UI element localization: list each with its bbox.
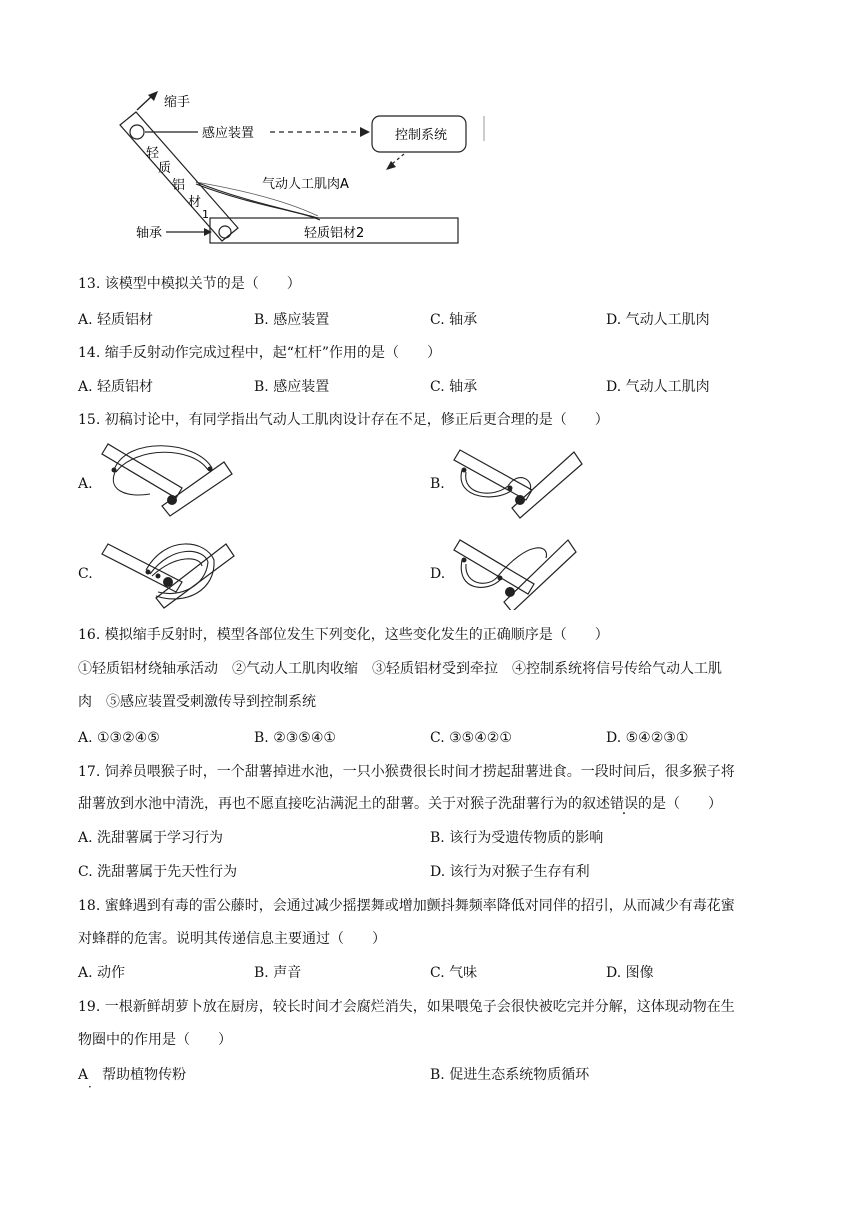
- q13-option-b[interactable]: B. 感应装置: [254, 312, 330, 328]
- withdraw-label: 缩手: [164, 95, 191, 110]
- bar1-char-1: 轻: [146, 146, 160, 161]
- q13-option-c[interactable]: C. 轴承: [430, 312, 478, 328]
- q17-stem-part1: 甜薯放到水池中清洗，再也不愿直接吃沾满泥土的甜薯。关于对猴子洗甜薯行为的叙述: [78, 796, 610, 812]
- q16-option-b[interactable]: B. ②③⑤④①: [254, 730, 336, 746]
- q17-option-d[interactable]: D. 该行为对猴子生存有利: [430, 864, 590, 880]
- q17-stem: 17. 饲养员喂猴子时，一个甜薯掉进水池，一只小猴费很长时间才捞起甜薯进食。一段时间后，很多猴子将: [78, 764, 735, 780]
- q15-option-d[interactable]: D.: [430, 566, 446, 582]
- q14-option-c[interactable]: C. 轴承: [430, 379, 478, 395]
- q13-option-d[interactable]: D. 气动人工肌肉: [606, 312, 710, 328]
- bar1-char-2: 质: [158, 161, 172, 176]
- q15-figure-c: [96, 530, 236, 610]
- bar1-char-5: 1: [202, 208, 209, 221]
- q17-option-a[interactable]: A. 洗甜薯属于学习行为: [78, 830, 224, 846]
- q18-stem-line2: 对蜂群的危害。说明其传递信息主要通过（ ）: [78, 931, 386, 947]
- dashed-arrow-icon: [360, 127, 370, 137]
- control-label: 控制系统: [395, 128, 448, 143]
- q13-stem: 13. 该模型中模拟关节的是（ ）: [78, 276, 301, 292]
- q14-option-a[interactable]: A. 轻质铝材: [78, 379, 154, 395]
- q19-emphasis-dot: ·: [88, 1080, 92, 1094]
- muscle-label: 气动人工肌肉A: [262, 177, 349, 192]
- q16-stem-line2: ①轻质铝材绕轴承活动 ②气动人工肌肉收缩 ③轻质铝材受到牵拉 ④控制系统将信号传给气动人工肌: [78, 661, 722, 677]
- sensor-label: 感应装置: [202, 126, 255, 141]
- q15-stem: 15. 初稿讨论中，有同学指出气动人工肌肉设计存在不足，修正后更合理的是（ ）: [78, 412, 609, 428]
- bar2-label: 轻质铝材2: [304, 226, 365, 241]
- q15-option-b[interactable]: B.: [430, 476, 445, 492]
- q18-stem: 18. 蜜蜂遇到有毒的雷公藤时，会通过减少摇摆舞或增加颤抖舞频率降低对同伴的招引，从而减少有毒花蜜: [78, 898, 735, 914]
- sensor-dot: [130, 125, 144, 139]
- bar1-char-3: 铝: [172, 178, 186, 193]
- q16-option-d[interactable]: D. ⑤④②③①: [606, 730, 689, 746]
- q14-stem: 14. 缩手反射动作完成过程中，起“杠杆”作用的是（ ）: [78, 345, 442, 361]
- q14-option-d[interactable]: D. 气动人工肌肉: [606, 379, 710, 395]
- q19-stem-line2: 物圈中的作用是（ ）: [78, 1032, 232, 1048]
- q14-option-b[interactable]: B. 感应装置: [254, 379, 330, 395]
- q17-option-b[interactable]: B. 该行为受遗传物质的影响: [430, 830, 604, 846]
- q15-option-c[interactable]: C.: [78, 566, 93, 582]
- q18-option-c[interactable]: C. 气味: [430, 965, 478, 981]
- q18-option-b[interactable]: B. 声音: [254, 965, 302, 981]
- q17-option-c[interactable]: C. 洗甜薯属于先天性行为: [78, 864, 238, 880]
- q19-stem: 19. 一根新鲜胡萝卜放在厨房，较长时间才会腐烂消失，如果喂兔子会很快被吃完并分解，这体现动物在生: [78, 999, 735, 1015]
- q15-option-a[interactable]: A.: [78, 476, 93, 492]
- q15-figure-a: [96, 440, 236, 520]
- bearing-dot: [219, 226, 231, 238]
- muscle-model-diagram: [0, 0, 860, 260]
- q15-figure-b: [448, 440, 588, 520]
- q19-option-a[interactable]: A 帮助植物传粉: [78, 1067, 187, 1083]
- q16-stem: 16. 模拟缩手反射时，模型各部位发生下列变化，这些变化发生的正确顺序是（ ）: [78, 627, 609, 643]
- q15-figure-d: [448, 530, 588, 610]
- q19-option-b[interactable]: B. 促进生态系统物质循环: [430, 1067, 590, 1083]
- q18-option-d[interactable]: D. 图像: [606, 965, 654, 981]
- q16-stem-line3: 肉 ⑤感应装置受刺激传导到控制系统: [78, 694, 316, 710]
- bearing-arrow-icon: [204, 228, 212, 236]
- q16-option-c[interactable]: C. ③⑤④②①: [430, 730, 512, 746]
- q17-stem-line2: [78, 794, 722, 814]
- withdraw-arrow-icon: [148, 91, 158, 101]
- q13-option-a[interactable]: A. 轻质铝材: [78, 312, 154, 328]
- q17-emphasis-wrong: 错误: [610, 796, 638, 812]
- q18-option-a[interactable]: A. 动作: [78, 965, 126, 981]
- q16-option-a[interactable]: A. ①③②④⑤: [78, 730, 160, 746]
- bearing-label: 轴承: [136, 226, 163, 241]
- q17-stem-part3: 的是（ ）: [638, 796, 722, 812]
- bar1-char-4: 材: [188, 195, 202, 210]
